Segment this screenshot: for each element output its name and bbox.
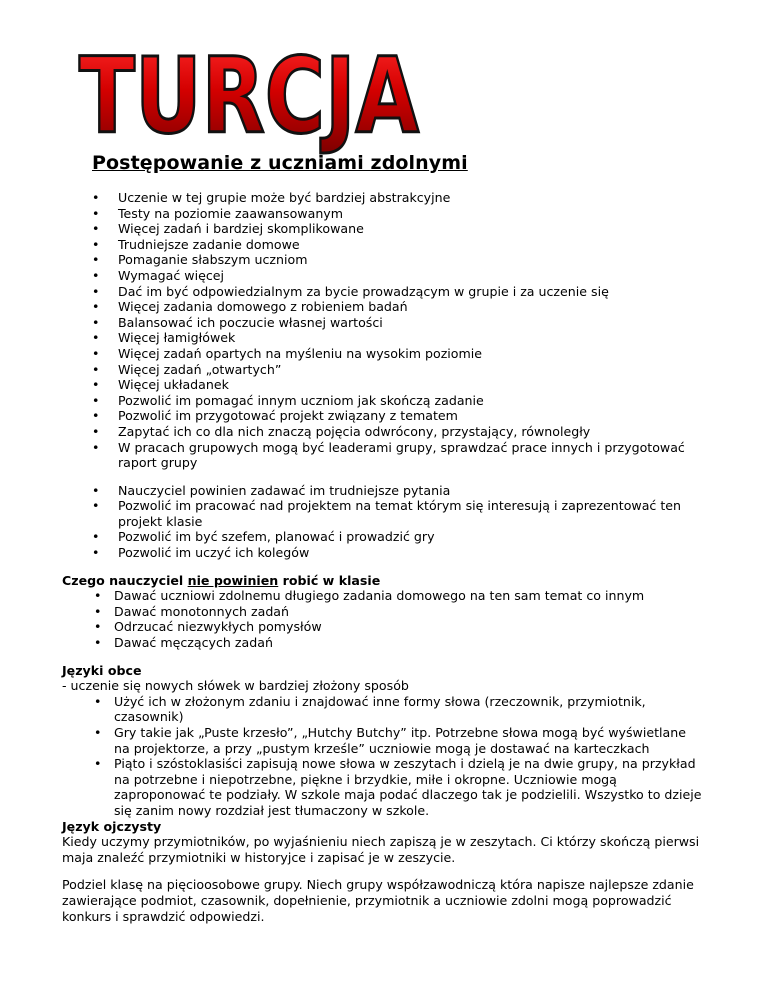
native-paragraph-1: Kiedy uczymy przymiotników, po wyjaśnieniu niech zapiszą je w zeszytach. Ci którzy skończą pierwsi maja znaleźć przymiotniki w historyjce i zapisać je w zeszycie. [62,834,700,865]
list-item: • Balansować ich poczucie własnej wartości [92,315,692,331]
teacher-strategies-list [92,483,692,561]
page-title: Postępowanie z uczniami zdolnymi [92,152,468,174]
list-item: • Więcej zadań i bardziej skomplikowane [92,221,692,237]
list-item: • W pracach grupowych mogą być leaderami grupy, sprawdzać prace innych i przygotować raport grupy [92,440,692,471]
logo-lettering: TURCJA [79,35,419,157]
list-item: • Użyć ich w złożonym zdaniu i znajdować inne formy słowa (rzeczownik, przymiotnik, czasownik) [88,694,702,725]
list-item: • Pozwolić im być szefem, planować i prowadzić gry [92,529,692,545]
document-body [62,190,702,924]
list-item: • Pozwolić im przygotować projekt związany z tematem [92,408,692,424]
list-item: • Uczenie w tej grupie może być bardziej abstrakcyjne [92,190,692,206]
list-item: • Pozwolić im pomagać innym uczniom jak skończą zadanie [92,393,692,409]
list-item: • Pozwolić im uczyć ich kolegów [92,545,692,561]
list-item: • Pozwolić im pracować nad projektem na temat którym się interesują i zaprezentować ten projekt klasie [92,498,692,529]
list-item: • Więcej zadań opartych na myśleniu na wysokim poziomie [92,346,692,362]
languages-list [62,694,702,819]
section-heading-native: Język ojczysty [62,818,162,834]
list-item: • Nauczyciel powinien zadawać im trudniejsze pytania [92,483,692,499]
turcja-logo [76,35,422,157]
list-item: • Więcej zadań „otwartych” [92,362,692,378]
list-item: • Odrzucać niezwykłych pomysłów [88,619,702,635]
list-item: • Zapytać ich co dla nich znaczą pojęcia odwrócony, przystający, równoległy [92,424,692,440]
gifted-strategies-list [92,190,692,471]
list-item: • Piąto i szóstoklasiści zapisują nowe słowa w zeszytach i dzielą je na dwie grupy, na przykład na potrzebne i niepotrzebne, piękne i brzydkie, miłe i okropne. Uczniowie mogą zaproponować te podziały. W szkole maja podać dlaczego tak je podzielili. Wszystko to dzieje się zanim nowy rozdział jest tłumaczony w szkole. [88,756,702,818]
list-item: • Więcej zadania domowego z robieniem badań [92,299,692,315]
list-item: • Dawać męczących zadań [88,635,702,651]
languages-intro: - uczenie się nowych słówek w bardziej złożony sposób [62,678,409,694]
list-item: • Testy na poziomie zaawansowanym [92,206,692,222]
list-item: • Trudniejsze zadanie domowe [92,237,692,253]
list-item: • Pomaganie słabszym uczniom [92,252,692,268]
list-item: • Dać im być odpowiedzialnym za bycie prowadzącym w grupie i za uczenie się [92,284,692,300]
native-paragraph-2: Podziel klasę na pięcioosobowe grupy. Niech grupy współzawodniczą która napisze najlepsze zdanie zawierające podmiot, czasownik, dopełnienie, przymiotnik a uczniowie zdolni mogą poprowadzić konkurs i sprawdzić odpowiedzi. [62,877,694,924]
section-heading-dont: Czego nauczyciel nie powinien robić w klasie [62,572,381,588]
list-item: • Dawać uczniowi zdolnemu długiego zadania domowego na ten sam temat co innym [88,588,702,604]
dont-list [62,588,702,650]
list-item: • Więcej łamigłówek [92,330,692,346]
list-item: • Wymagać więcej [92,268,692,284]
list-item: • Gry takie jak „Puste krzesło”, „Hutchy Butchy” itp. Potrzebne słowa mogą być wyświetlane na projektorze, a przy „pustym krześle” uczniowie mogą je dostawać na karteczkach [88,725,702,756]
list-item: • Dawać monotonnych zadań [88,604,702,620]
section-heading-languages: Języki obce [62,662,142,678]
list-item: • Więcej układanek [92,377,692,393]
